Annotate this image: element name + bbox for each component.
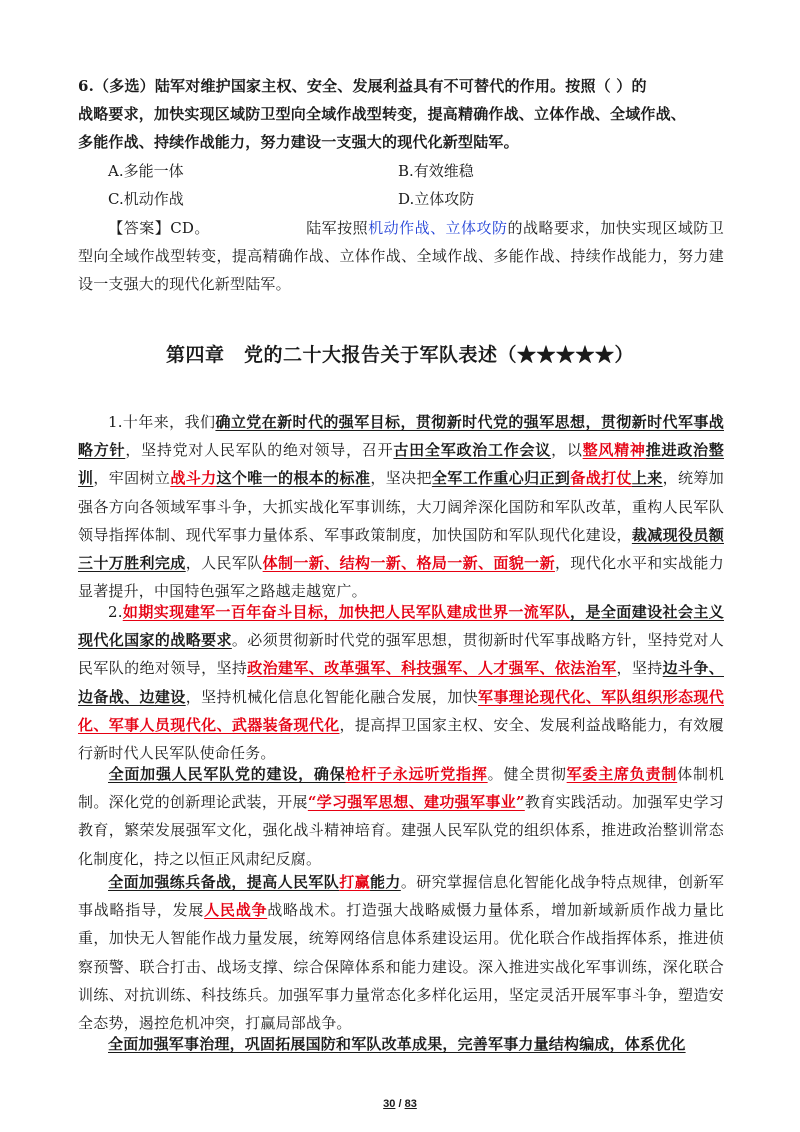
option-d: D.立体攻防 <box>398 190 475 208</box>
chapter-title: 第四章 党的二十大报告关于军队表述（★★★★★） <box>165 344 634 366</box>
p3-text-c: 。健全贯彻 <box>487 765 567 783</box>
p4-underline-c: 能力 <box>370 873 401 891</box>
p1-underline-d: 古田全军政治工作会议 <box>393 441 552 460</box>
paragraph-4 <box>78 868 724 1037</box>
p3-red-f: “学习强军思想、建功强军事业” <box>307 793 525 812</box>
answer-text-1: 陆军按照 <box>305 219 369 237</box>
total-pages: 83 <box>404 1098 417 1110</box>
paragraph-1 <box>78 408 724 605</box>
p2-text-a: 2. <box>108 603 123 621</box>
p1-text-o: ，统筹加强各方向各领域军事斗争，大抓实战化军事训练，大刀阔斧深化国防和军队改革，重构人民军队领导指挥体制、现代军事力量体系、军事政策制度，加快国防和军队现代化建设， <box>78 469 724 544</box>
p1-text-h: ，牢固树立 <box>93 469 171 488</box>
p1-underline-j: 这个唯一的根本的标准 <box>216 469 371 488</box>
p4-underline-a: 全面加强练兵备战，提高人民军队 <box>108 873 340 891</box>
question-line-1: 6.（多选）陆军对维护国家主权、安全、发展利益具有不可替代的作用。按照（ ）的 <box>78 77 647 95</box>
option-b: B.有效维稳 <box>398 162 474 180</box>
p2-red-e: 政治建军、改革强军、科技强军、人才强军、依法治军 <box>247 659 617 678</box>
answer-block <box>78 214 724 299</box>
p2-text-d: 。必须贯彻新时代党的强军思想，贯彻新时代军事战略方针，坚持党对人民军队的绝对领导，坚持 <box>78 631 724 678</box>
paragraph-2 <box>78 598 724 767</box>
p3-text-g: 教育实践活动。加强军史学习教育，繁荣发展强军文化，强化战斗精神培育。建强人民军队党的组织体系，推进政治整训常态化制度化，持之以恒正风肃纪反腐。 <box>78 793 724 868</box>
p3-underline-a: 全面加强人民军队党的建设，确保 <box>108 765 346 783</box>
question-6 <box>78 72 724 157</box>
answer-text-2: 的战略要求，加快实现区域防卫型向全域作战型转变，提高精确作战、立体作战、全域作战、多能作战、持续作战能力，努力建设一支强大的现代化新型陆军。 <box>78 219 724 294</box>
p1-red-m: 备战打仗 <box>570 469 632 488</box>
p1-underline-n: 上来 <box>631 469 663 488</box>
paragraph-3 <box>78 760 724 873</box>
page-number <box>0 1098 800 1110</box>
p2-red-i: 军事理论现代化、军队组织形态现代化、军事人员现代化、武器装备现代化 <box>78 687 725 734</box>
p1-text-e: ，以 <box>551 441 583 460</box>
p3-text-e: 体制机制。深化党的创新理论武装，开展 <box>78 765 724 812</box>
p3-red-b: 枪杆子永远听党指挥 <box>345 765 488 783</box>
question-options <box>108 157 708 213</box>
p1-red-i: 战斗力 <box>170 469 217 488</box>
p1-underline-g: 推进政治整训 <box>78 441 724 488</box>
p4-text-d: 。研究掌握信息化智能化战争特点规律，创新军事战略指导，发展 <box>78 873 725 920</box>
p1-text-a: 1.十年来，我们 <box>108 413 216 431</box>
question-line-3: 多能作战、持续作战能力，努力建设一支强大的现代化新型陆军。 <box>78 133 519 152</box>
p1-underline-b: 确立党在新时代的强军目标，贯彻新时代党的强军思想，贯彻新时代军事战略方针 <box>78 413 724 460</box>
p1-underline-l: 全军工作重心归正到 <box>431 469 571 488</box>
p2-text-f: ，坚持 <box>616 659 663 678</box>
question-line-2: 战略要求，加快实现区域防卫型向全域作战型转变，提高精确作战、立体作战、全域作战、 <box>78 105 687 124</box>
option-c: C.机动作战 <box>108 190 184 208</box>
p2-text-h: ，坚持机械化信息化智能化融合发展，加快 <box>185 687 479 706</box>
p4-red-e: 人民战争 <box>204 901 268 920</box>
option-a: A.多能一体 <box>108 162 184 180</box>
current-page: 30 <box>383 1098 396 1110</box>
p1-red-f: 整风精神 <box>582 441 646 460</box>
p1-red-r: 体制一新、结构一新、格局一新、面貌一新 <box>262 554 555 573</box>
p2-red-b: 如期实现建军一百年奋斗目标，加快把人民军队建成世界一流军队 <box>122 603 571 621</box>
p1-text-c: ，坚持党对人民军队的绝对领导，召开 <box>125 441 394 460</box>
p1-underline-p: 裁减现役员额三十万胜利完成 <box>78 525 724 573</box>
paragraph-5 <box>78 1030 724 1058</box>
p1-text-s: ，现代化水平和实战能力显著提升，中国特色强军之路越走越宽广。 <box>78 554 724 601</box>
answer-highlight: 机动作战、立体攻防 <box>368 219 508 237</box>
p4-red-b: 打赢 <box>339 873 371 891</box>
answer-label: 【答案】CD。 <box>108 219 210 237</box>
p2-underline-c: ，是全面建设社会主义现代化国家的战略要求 <box>78 603 724 650</box>
p1-text-q: ，人民军队 <box>185 554 263 573</box>
p2-text-j: ，提高捍卫国家主权、安全、发展利益战略能力，有效履行新时代人民军队使命任务。 <box>78 715 724 763</box>
p1-text-k: ，坚决把 <box>370 469 432 488</box>
p4-text-f: 战略战术。打造强大战略威慑力量体系，增加新域新质作战力量比重，加快无人智能作战力量发展，统筹网络信息体系建设运用。优化联合作战指挥体系，推进侦察预警、联合打击、战场支撑、综合保障体系和能力建设。深入推进实战化军事训练，深化联合训练、对抗训练、科技练兵。加强军事力量常态化多样化运用，坚定灵活开展军事斗争，塑造安全态势，遏控危机冲突，打赢局部战争。 <box>78 901 724 1033</box>
p3-red-d: 军委主席负责制 <box>566 765 678 783</box>
p5-underline-a: 全面加强军事治理，巩固拓展国防和军队改革成果，完善军事力量结构编成，体系优化 <box>108 1035 686 1053</box>
p2-underline-g: 边斗争、边备战、边建设 <box>78 659 724 706</box>
page-separator: / <box>395 1098 405 1110</box>
